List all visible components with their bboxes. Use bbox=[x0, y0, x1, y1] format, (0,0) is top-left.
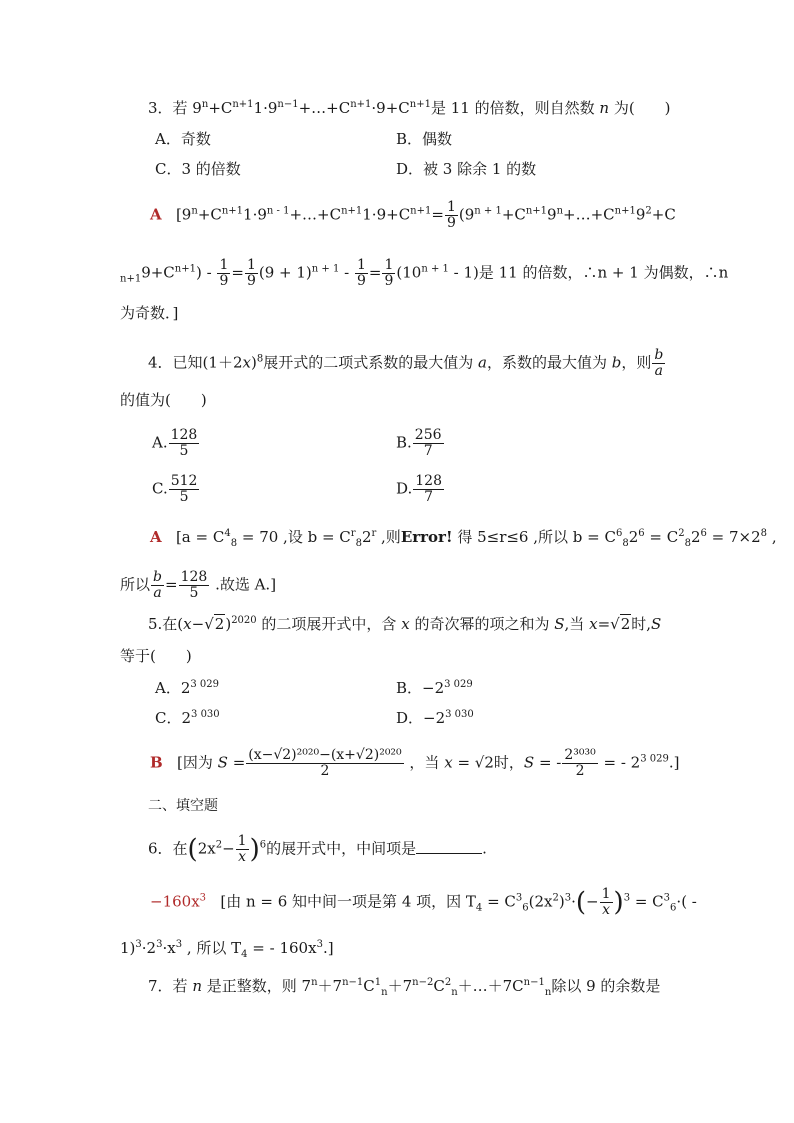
q4-answer-letter: A bbox=[150, 528, 162, 546]
fraction: $\frac{128}{5}$ bbox=[180, 569, 208, 601]
q6-answer: −160x bbox=[150, 892, 200, 911]
q3-solution-line3: 为奇数．] bbox=[120, 304, 179, 322]
q6-stem: 6．在($2x^2-$ $\frac{1}{x}$ )$^6$的展开式中，中间项是 . bbox=[148, 833, 487, 865]
q5-solution: B [因为 S = $\frac{\text{(x−√2)²⁰²⁰−(x+√2)²⁰²⁰}}{2}$ ，当 x = √2时，S = - $\frac{\text{2³⁰³⁰}}{2}$ = - $2^{3 029}$.] bbox=[150, 747, 680, 779]
q4-solution-line1: A [$a = C^4_8 = 70$ ,设 $b = C^r_82^r$ ,则Error! 得 5≤r≤6 ,所以 $b = C^6_82^6 = C^2_82^6 = 7\times 2^8$ , bbox=[150, 528, 777, 549]
q4-stem: 4．已知$(1+2x)^8$展开式的二项式系数的最大值为 a，系数的最大值为 b，则 $\frac{b}{a}$ bbox=[148, 347, 664, 379]
q6-solution-line1: $-160x^3$ [由 n = 6 知中间一项是第 4 项，因 $T_4 = C^3_6(2x^2)^3\cdot(-$ $\frac{1}{x}$ )$^3 = C^3_6\cdot$( - bbox=[150, 886, 697, 918]
answer-blank[interactable] bbox=[416, 839, 482, 854]
q3-answer-letter: A bbox=[150, 205, 162, 224]
fraction: $\frac{\text{2³⁰³⁰}}{2}$ bbox=[564, 747, 596, 779]
q4-option-a: A. $\frac{128}{5}$ bbox=[152, 427, 198, 459]
q3-option-a: A．奇数 bbox=[155, 130, 211, 148]
q5-stem-line2: 等于( ) bbox=[120, 647, 192, 665]
q5-option-b: B．$-2^{3 029}$ bbox=[396, 679, 473, 697]
fraction: $\frac{b}{a}$ bbox=[654, 347, 664, 379]
fraction: $\frac{128}{5}$ bbox=[170, 427, 198, 459]
fraction: $\frac{1}{9}$ bbox=[356, 257, 366, 289]
q6-solution-line2: $1)^3\cdot 2^3\cdot x^3$ , 所以 $T_4$ = - $160x^3$.] bbox=[120, 939, 334, 960]
fraction: $\frac{\text{(x−√2)²⁰²⁰−(x+√2)²⁰²⁰}}{2}$ bbox=[248, 747, 402, 779]
q4-solution-line2: 所以 $\frac{b}{a}$ = $\frac{128}{5}$ .故选 A.] bbox=[120, 569, 277, 601]
q5-answer-letter: B bbox=[150, 753, 163, 772]
q4-stem-line2: 的值为( ) bbox=[120, 391, 207, 409]
q4-option-d: D. $\frac{128}{7}$ bbox=[396, 473, 442, 505]
fraction: $\frac{1}{9}$ bbox=[219, 257, 229, 289]
fraction: $\frac{512}{5}$ bbox=[170, 473, 198, 505]
q3-option-b: B．偶数 bbox=[396, 130, 453, 148]
fraction: $\frac{1}{9}$ bbox=[446, 199, 456, 231]
q3-option-d: D．被 3 除余 1 的数 bbox=[396, 160, 537, 178]
q5-option-d: D．$-2^{3 030}$ bbox=[396, 709, 474, 727]
q4-option-c: C. $\frac{512}{5}$ bbox=[152, 473, 198, 505]
q5-option-c: C．$2^{3 030}$ bbox=[155, 709, 220, 727]
error-text: Error! bbox=[400, 528, 453, 546]
q7-stem: 7．若 n 是正整数，则 $7^n+7^{n-1}C^1_n+7^{n-2}C^2_n+\dots+7C^{n-1}_n$除以 9 的余数是 bbox=[148, 977, 661, 998]
q4-option-b: B. $\frac{256}{7}$ bbox=[396, 427, 442, 459]
fraction: $\frac{128}{7}$ bbox=[415, 473, 442, 505]
q3-stem: 3．若 $9^n+C^{n+1}1\cdot 9^{n-1}+\dots+C^{n+1}\cdot 9+C^{n+1}$是 11 的倍数，则自然数 n 为( ) bbox=[148, 99, 671, 117]
q5-option-a: A．$2^{3 029}$ bbox=[155, 679, 220, 697]
fraction: $\frac{b}{a}$ bbox=[153, 569, 162, 601]
q3-option-c: C．3 的倍数 bbox=[155, 160, 241, 178]
q3-stem-text: 3．若 9 bbox=[148, 99, 202, 117]
fraction: $\frac{256}{7}$ bbox=[414, 427, 442, 459]
q5-stem: 5.在$(x-√2)^{2020}$ 的二项展开式中，含 x 的奇次幂的项之和为 S,当 x=√2时,S bbox=[148, 615, 662, 633]
fraction: $\frac{1}{x}$ bbox=[601, 886, 611, 918]
fraction: $\frac{1}{9}$ bbox=[246, 257, 256, 289]
q3-solution-line2: $_{n+1}9+C^{n+1}$) - $\frac{1}{9}$ = $\frac{1}{9}$ $(9 + 1)^{n + 1}$ - $\frac{1}{9}$ = $\frac{1}{9}$ $(10^{n + 1} - 1)$是 11 的倍数，∴n + 1 为偶数，∴n bbox=[120, 257, 729, 289]
fraction: $\frac{1}{9}$ bbox=[384, 257, 394, 289]
q3-solution-line1: A [$9^n+C^{n+1}1\cdot 9^{n - 1}+\dots+C^{n+1}1\cdot 9+C^{n+1}=$ $\frac{1}{9}$ ($9^{n + 1}+C^{n+1}9^n+\dots+C^{n+1}9^2+C$ bbox=[150, 199, 676, 231]
fraction: $\frac{1}{x}$ bbox=[237, 833, 247, 865]
section-title: 二、填空题 bbox=[148, 798, 218, 814]
